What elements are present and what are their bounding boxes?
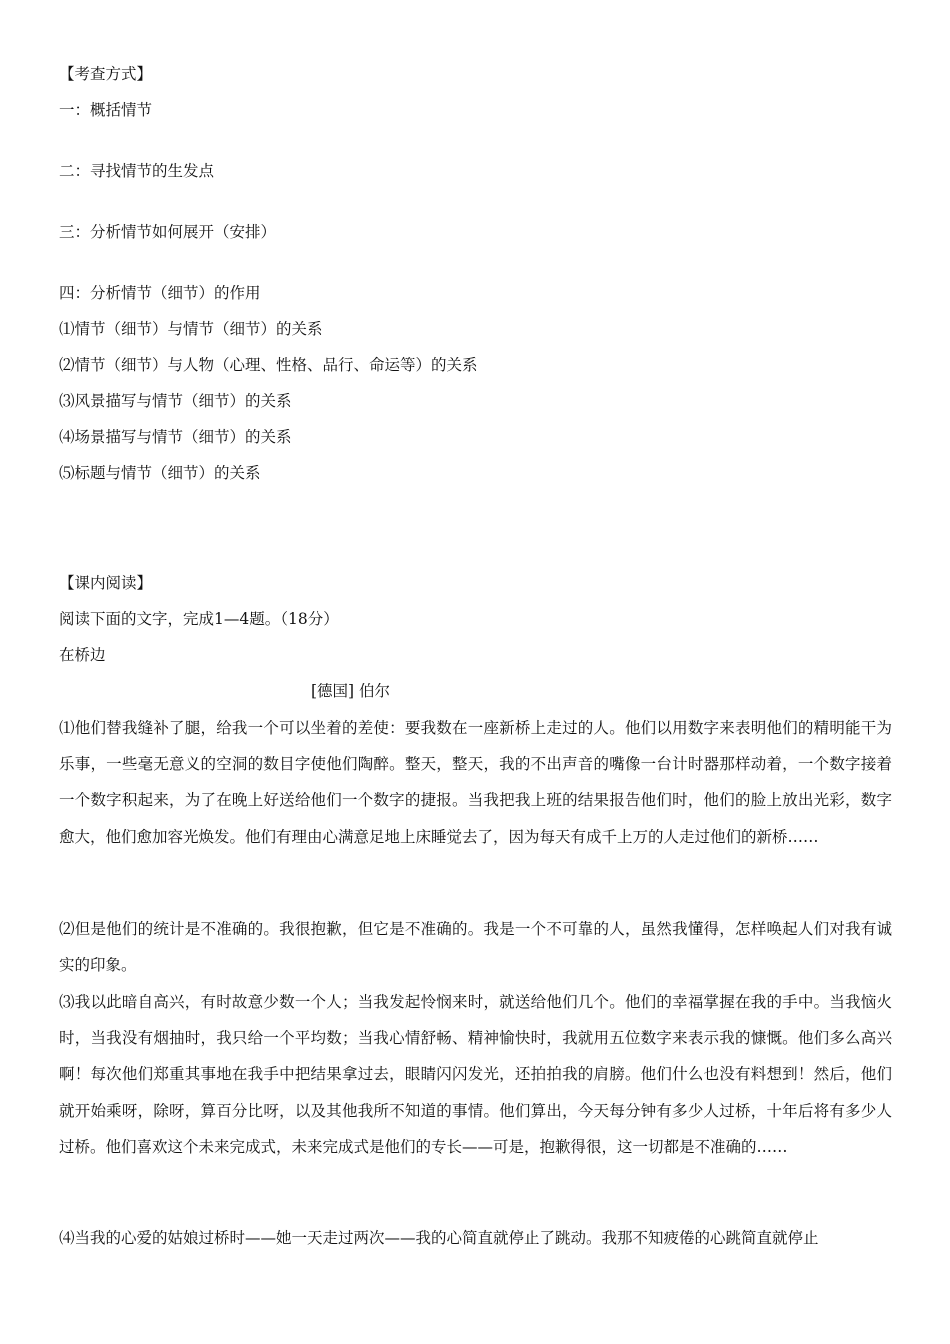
- list-item: 二：寻找情节的生发点: [59, 162, 215, 180]
- article-author: [德国] 伯尔: [311, 682, 391, 700]
- sub-list-item: ⑶风景描写与情节（细节）的关系: [59, 392, 292, 410]
- article-paragraph-3: ⑶我以此暗自高兴，有时故意少数一个人；当我发起怜悯来时，就送给他们几个。他们的幸福掌握在我的手中。当我恼火时，当我没有烟抽时，我只给一个平均数；当我心情舒畅、精神愉快时，我就用五位数字来表示我的慷慨。他们多么高兴啊！每次他们郑重其事地在我手中把结果拿过去，眼睛闪闪发光，还拍拍我的肩膀。他们什么也没有料想到！然后，他们就开始乘呀，除呀，算百分比呀，以及其他我所不知道的事情。他们算出，今天每分钟有多少人过桥，十年后将有多少人过桥。他们喜欢这个未来完成式，未来完成式是他们的专长——可是，抱歉得很，这一切都是不准确的……: [59, 993, 892, 1156]
- sub-list-item: ⑷场景描写与情节（细节）的关系: [59, 428, 292, 446]
- list-item: 一：概括情节: [59, 101, 153, 119]
- list-item: 四：分析情节（细节）的作用: [59, 284, 261, 302]
- section-heading-exam-methods: 【考查方式】: [59, 65, 153, 83]
- sub-list-item: ⑸标题与情节（细节）的关系: [59, 464, 261, 482]
- article-paragraph-4: ⑷当我的心爱的姑娘过桥时——她一天走过两次——我的心简直就停止了跳动。我那不知疲倦的心跳简直就停止: [59, 1229, 819, 1247]
- article-paragraph-1: ⑴他们替我缝补了腿，给我一个可以坐着的差使：要我数在一座新桥上走过的人。他们以用数字来表明他们的精明能干为乐事，一些毫无意义的空洞的数目字使他们陶醉。整天，整天，我的不出声音的嘴像一台计时器那样动着，一个数字接着一个数字积起来，为了在晚上好送给他们一个数字的捷报。当我把我上班的结果报告他们时，他们的脸上放出光彩，数字愈大，他们愈加容光焕发。他们有理由心满意足地上床睡觉去了，因为每天有成千上万的人走过他们的新桥……: [59, 719, 892, 846]
- sub-list-item: ⑵情节（细节）与人物（心理、性格、品行、命运等）的关系: [59, 356, 478, 374]
- article-title: 在桥边: [59, 646, 106, 664]
- section-heading-in-class-reading: 【课内阅读】: [59, 574, 153, 592]
- list-item: 三：分析情节如何展开（安排）: [59, 223, 277, 241]
- article-paragraph-2: ⑵但是他们的统计是不准确的。我很抱歉，但它是不准确的。我是一个不可靠的人，虽然我懂得，怎样唤起人们对我有诚实的印象。: [59, 920, 892, 975]
- sub-list-item: ⑴情节（细节）与情节（细节）的关系: [59, 320, 323, 338]
- reading-instruction: 阅读下面的文字，完成1—4题。（18分）: [59, 610, 339, 628]
